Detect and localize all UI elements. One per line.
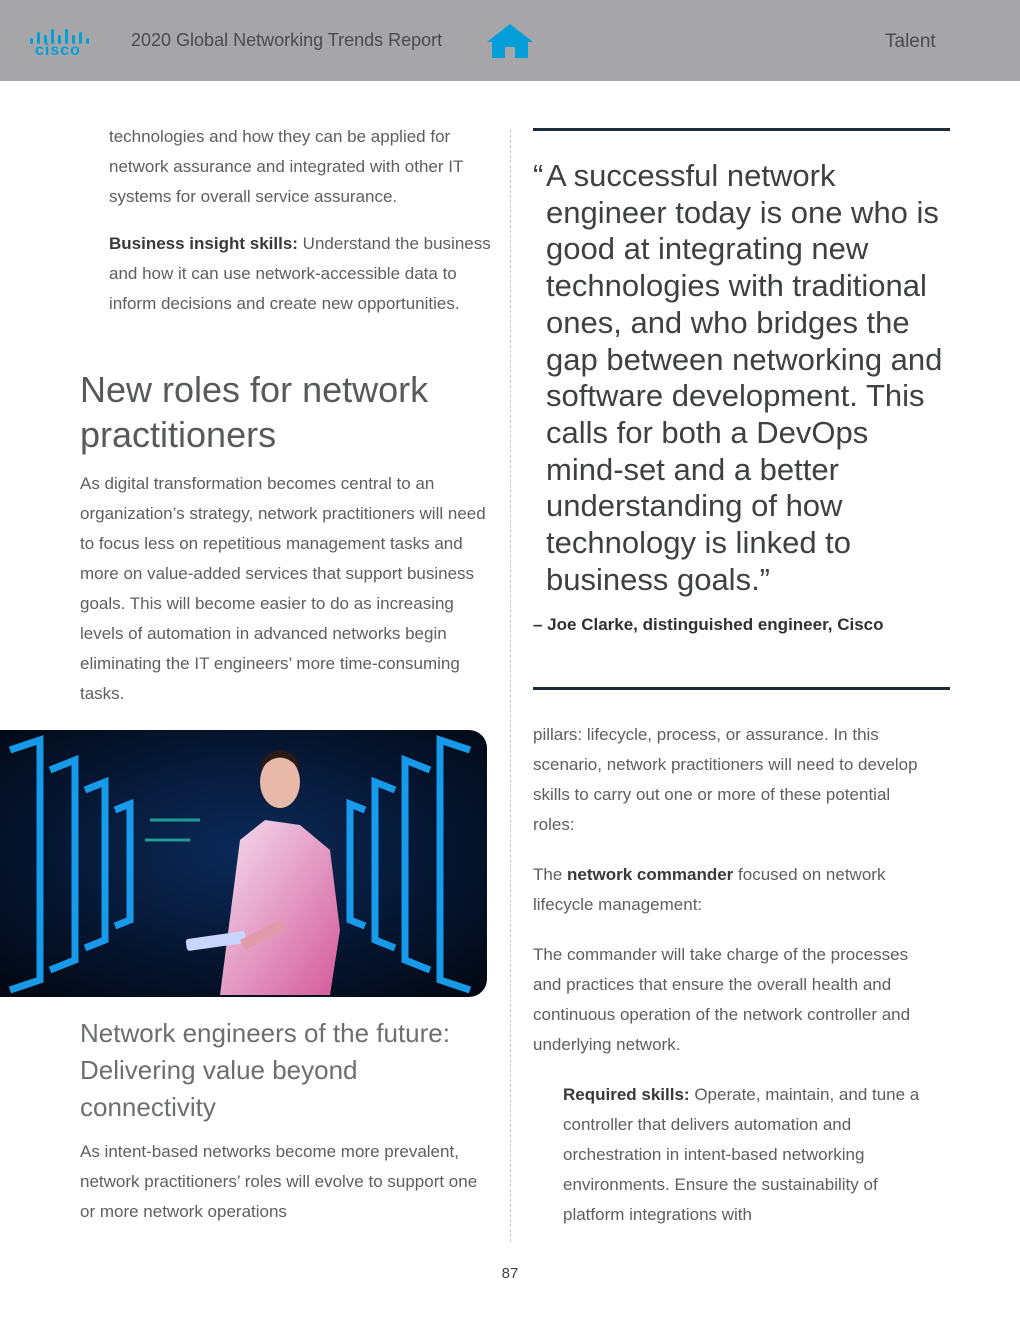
page-number: 87 <box>501 1265 519 1282</box>
network-commander-term: network commander <box>567 865 734 884</box>
quote-rule-bottom <box>533 687 950 690</box>
business-insight-text: Understand the business and how it can use network-accessible data to inform decisions and create new opportunities. <box>109 234 491 313</box>
pull-quote <box>533 158 953 598</box>
quote-attribution: – Joe Clarke, distinguished engineer, Cisco <box>533 615 884 634</box>
quote-rule-top <box>533 128 950 131</box>
report-title: 2020 Global Networking Trends Report <box>131 30 443 50</box>
commander-post: focused on network lifecycle management: <box>533 865 886 914</box>
paragraph-network-commander <box>533 860 933 920</box>
column-divider <box>510 130 511 1242</box>
paragraph-required-skills <box>563 1080 933 1230</box>
paragraph-pillars: pillars: lifecycle, process, or assurance. In this scenario, network practitioners will need to develop skills to carry out one or more of these potential roles: <box>533 725 918 834</box>
required-skills-text: Operate, maintain, and tune a controller that delivers automation and orchestration in intent-based networking environments. Ensure the sustainability of platform integrations with <box>563 1085 920 1224</box>
required-skills-label: Required skills: <box>563 1085 690 1104</box>
section-link-talent[interactable]: Talent <box>885 31 936 52</box>
paragraph-commander-duties: The commander will take charge of the processes and practices that ensure the overall health and continuous operation of the network controller and underlying network. <box>533 945 911 1054</box>
quote-open-mark: “ <box>533 158 544 193</box>
paragraph-digital-transformation: As digital transformation becomes central to an organization’s strategy, network practitioners will need to focus less on repetitious management tasks and more on value-added services that support business goals. This will become easier to do as increasing levels of automation in advanced networks begin eliminating the IT engineers’ more time-consuming tasks. <box>80 474 486 703</box>
cisco-logo-text: cisco <box>35 42 81 59</box>
paragraph-intent-based: As intent-based networks become more prevalent, network practitioners’ roles will evolve to support one or more network operations <box>80 1142 478 1221</box>
commander-pre: The <box>533 865 568 884</box>
business-insight-label: Business insight skills: <box>109 234 298 253</box>
paragraph-business-insight <box>109 229 494 319</box>
page-header <box>0 0 1020 81</box>
heading-network-engineers: Network engineers of the future: Delivering value beyond connectivity <box>80 1018 450 1122</box>
paragraph-technologies: technologies and how they can be applied for network assurance and integrated with other IT systems for overall service assurance. <box>109 127 464 206</box>
quote-text: A successful network engineer today is one who is good at integrating new technologies with traditional ones, and who bridges the gap between networking and software development. This calls for both a DevOps mind-set and a better understanding of how technology is linked to business goals.” <box>546 158 943 597</box>
heading-new-roles: New roles for network practitioners <box>80 369 429 455</box>
engineer-photo <box>0 730 487 997</box>
home-icon[interactable] <box>485 22 535 60</box>
